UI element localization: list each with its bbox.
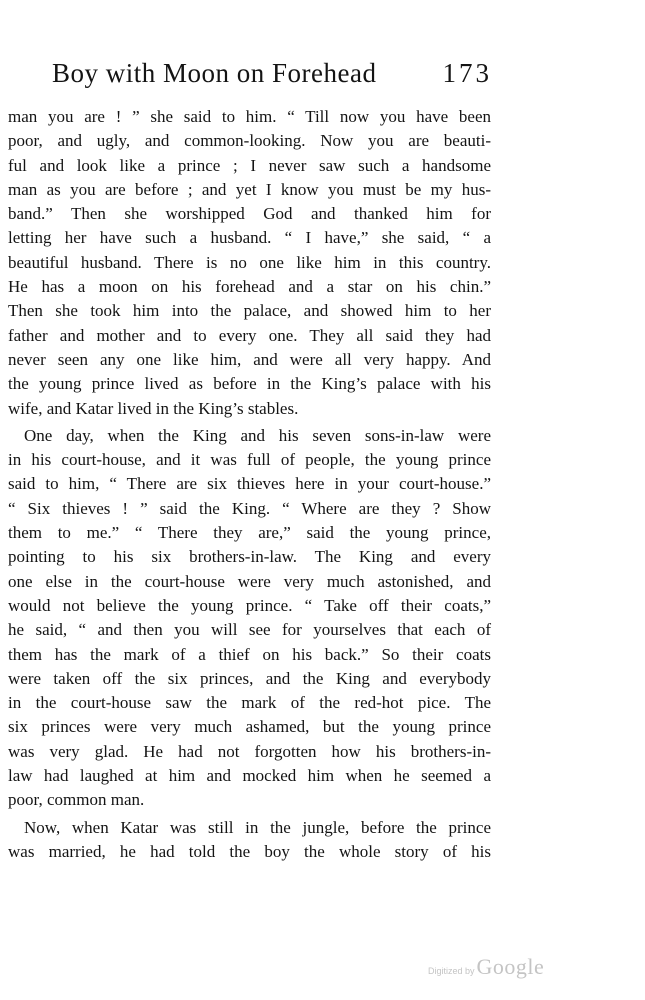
text-line: poor, common man. [8,790,145,810]
body-text [8,105,491,864]
paragraph-katar-story [8,816,491,865]
text-line: six princes were very much ashamed, but the young prince [8,717,491,737]
text-line: law had laughed at him and mocked him when he seemed a [8,766,491,786]
text-line: never seen any one like him, and were all very happy. And [8,349,491,369]
text-line: man as you are before ; and yet I know you must be my hus- [8,179,491,199]
text-line: in the court-house saw the mark of the red-hot pice. The [8,693,491,713]
digitizer-watermark [428,954,544,980]
text-line: was very glad. He had not forgotten how his brothers-in- [8,741,491,761]
text-line: He has a moon on his forehead and a star on his chin.” [8,277,491,297]
text-line: ful and look like a prince ; I never saw such a handsome [8,155,491,175]
text-line: in his court-house, and it was full of people, the young prince [8,450,491,470]
text-line: was married, he had told the boy the whole story of his [8,841,491,861]
running-head [52,58,492,89]
text-line: man you are ! ” she said to him. “ Till now you have been [8,107,491,126]
text-line: wife, and Katar lived in the King’s stables. [8,398,299,418]
text-line: Now, when Katar was still in the jungle, before the prince [24,817,491,837]
text-line: one else in the court-house were very much astonished, and [8,571,491,591]
google-logo: Google [476,954,545,979]
page-number: 173 [442,58,492,88]
text-line: poor, and ugly, and common-looking. Now you are beauti- [8,131,491,151]
paragraph-six-thieves [8,424,491,813]
text-line: said to him, “ There are six thieves here in your court-house.” [8,474,491,494]
digitizer-prefix: Digitized by [428,966,475,976]
text-line: band.” Then she worshipped God and thanked him for [8,204,491,224]
text-line: them has the mark of a thief on his back.” So their coats [8,644,491,664]
chapter-title: Boy with Moon on Forehead [52,58,377,88]
text-line: would not believe the young prince. “ Take off their coats,” [8,595,491,615]
text-line: Then she took him into the palace, and showed him to her [8,301,491,321]
text-line: “ Six thieves ! ” said the King. “ Where are they ? Show [8,498,491,518]
paragraph-continued [8,105,491,421]
text-line: beautiful husband. There is no one like him in this country. [8,252,491,272]
text-line: pointing to his six brothers-in-law. The King and every [8,547,491,567]
text-line: father and mother and to every one. They all said they had [8,325,491,345]
text-line: the young prince lived as before in the King’s palace with his [8,374,491,394]
text-line: were taken off the six princes, and the King and everybody [8,668,491,688]
text-line: he said, “ and then you will see for yourselves that each of [8,620,491,640]
text-line: them to me.” “ There they are,” said the young prince, [8,523,491,543]
text-line: letting her have such a husband. “ I have,” she said, “ a [8,228,491,248]
text-line: One day, when the King and his seven sons-in-law were [24,425,491,445]
